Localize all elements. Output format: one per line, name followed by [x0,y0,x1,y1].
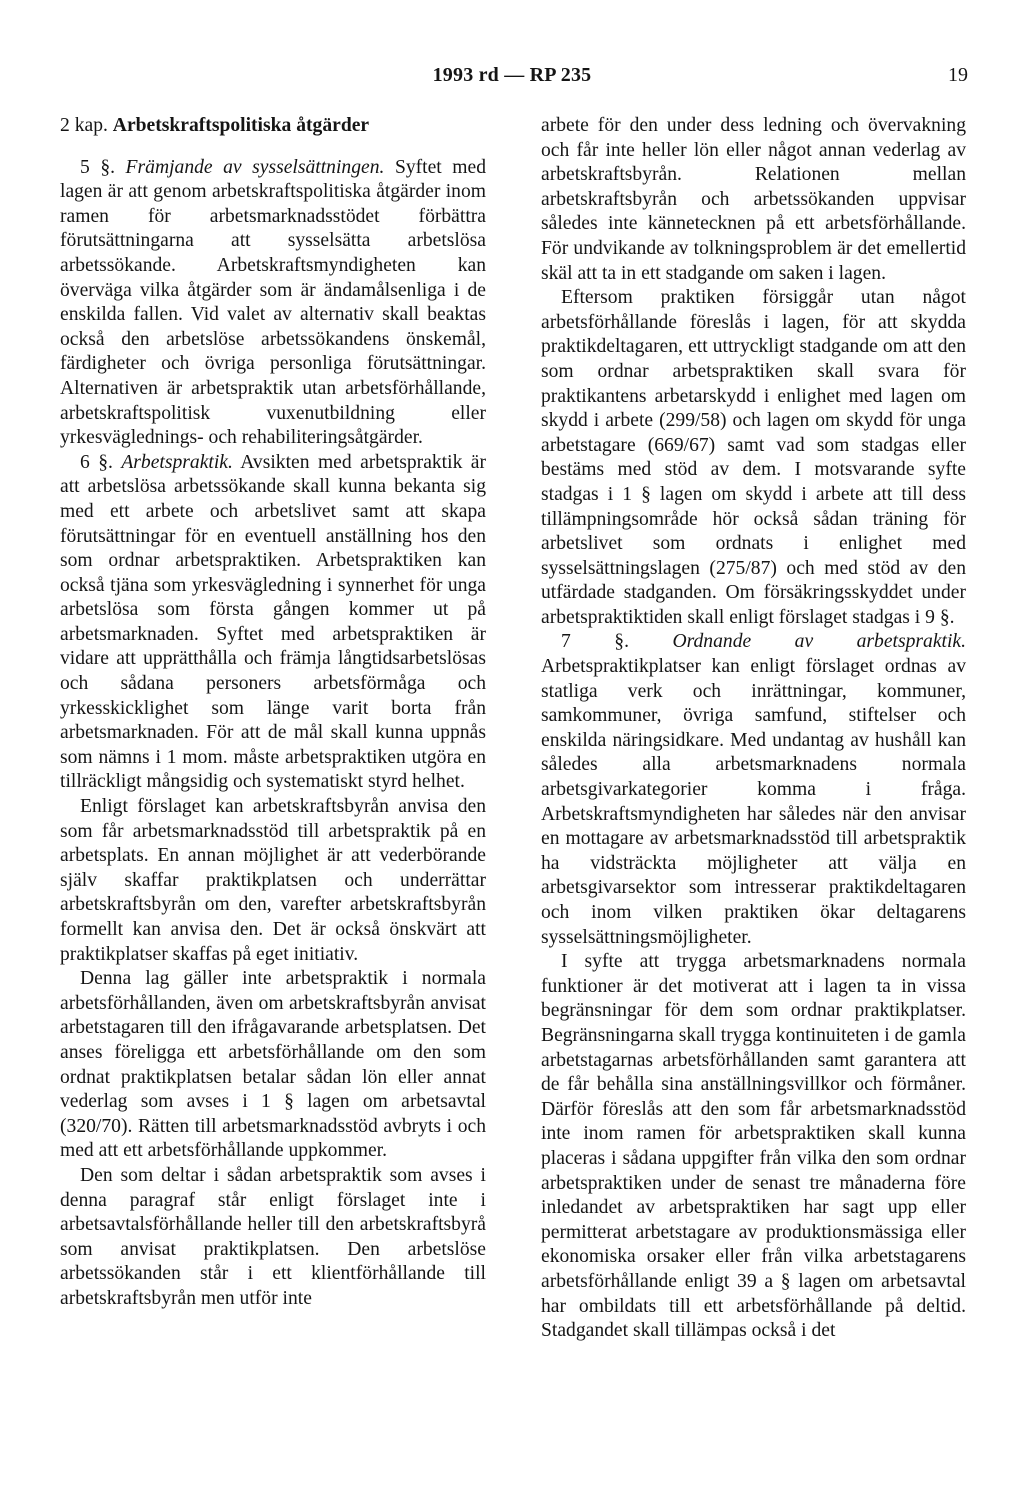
section-body: Arbetspraktikplatser kan enligt förslaget ordnas av statliga verk och inrättningar, kommuner, samkommuner, övriga samfund, stiftelser och enskilda näringsidkare. Med undantag av hushåll kan således alla arbetsmarknadens normala arbetsgivarkategorier komma i fråga. Arbetskraftsmyndigheten har således när den anvisar en mottagare av arbetsmarknadsstöd till arbetspraktik ha vidsträckta möjligheter att välja en arbetsgivarsektor som intresserar praktikdeltagaren och inom vilken praktiken ökar deltagarens sysselsättningsmöjligheter. [541,656,966,948]
section-body: Avsikten med arbetspraktik är att arbetslösa arbetssökande skall kunna bekanta sig med ett arbete och arbetslivet samt att skapa förutsättningar för en eventuell anställning hos den som ordnar arbetspraktiken. Arbetspraktiken kan också tjäna som yrkesvägledning i synnerhet för unga arbetslösa som första gången kommer ut på arbetsmarknaden. Syftet med arbetspraktiken är vidare att upprätthålla och främja långtidsarbetslösas och sådana personers arbetsförmåga och yrkesskicklighet som länge varit borta från arbetsmarknaden. För att de mål skall kunna uppnås som nämns i 1 mom. måste arbetspraktiken utgöra en tillräckligt mångsidig och systematiskt styrd helhet. [60,451,487,793]
chapter-heading [60,114,486,139]
page-number: 19 [948,64,968,86]
body-paragraph: Den som deltar i sådan arbetspraktik som avses i denna paragraf står enligt förslaget inte i arbetsavtalsförhållande heller till den arbetskraftsbyrå som anvisat praktikplatsen. Den arbetslöse arbetssökanden står i ett klientförhållande till arbetskraftsbyrån men utför inte [60,1164,486,1309]
chapter-title: Arbetskraftspolitiska åtgärder [112,115,370,136]
paragraph-6-section [60,451,486,795]
body-paragraph: Denna lag gäller inte arbetspraktik i normala arbetsförhållanden, även om arbetskraftsbyrån anvisat arbetstagaren till den ifrågavarande arbetsplatsen. Det anses föreligga ett arbetsförhållande om den som ordnat praktikplatsen betalar sådan lön eller annat vederlag som avses i 1 § lagen om arbetsavtal (320/70). Rätten till arbetsmarknadsstöd avbryts i och med att ett arbetsförhållande uppkommer. [60,968,486,1162]
paragraph-7-section [541,630,966,950]
section-title: Arbetspraktik. [121,451,233,473]
right-column [541,114,966,1344]
left-column [60,114,486,1312]
section-body: Syftet med lagen är att genom arbetskraftspolitiska åtgärder inom ramen för arbetsmarknadsstödet förbättra förutsättningarna att sysselsätta arbetslösa arbetssökande. Arbetskraftsmyndigheten kan överväga vilka åtgärder som är ändamålsenliga i de enskilda fallen. Vid valet av alternativ skall beaktas också den arbetslöse arbetssökandens önskemål, färdigheter och övriga personliga förutsättningar. Alternativen är arbetspraktik utan arbetsförhållande, arbetskraftspolitisk vuxenutbildning eller yrkesväglednings- och rehabiliteringsåtgärder. [60,156,486,449]
chapter-number: 2 kap. [60,115,108,136]
running-title: 1993 rd — RP 235 [432,64,592,86]
continued-paragraph: arbete för den under dess ledning och övervakning och får inte heller lön eller något annan vederlag av arbetskraftsbyrån. Relationen mellan arbetskraftsbyrån och arbetssökanden uppvisar således inte kännetecknen på ett arbetsförhållande. För undvikande av tolkningsproblem är det emellertid skäl att ta in ett stadgande om saken i lagen. [541,115,966,284]
body-paragraph: Enligt förslaget kan arbetskraftsbyrån anvisa den som får arbetsmarknadsstöd till arbetspraktik på en arbetsplats. En annan möjlighet är att vederbörande själv skaffar praktikplatsen och underrättar arbetskraftsbyrån om den, varefter arbetskraftsbyrån formellt kan anvisa den. Det är också önskvärt att praktikplatser skaffas på eget initiativ. [60,796,486,965]
section-title: Ordnande av arbetspraktik. [672,631,967,653]
section-title: Främjande av sysselsättningen. [125,156,385,178]
body-paragraph: I syfte att trygga arbetsmarknadens normala funktioner är det motiverat att i lagen ta in vissa begränsningar för dem som ordnar praktikplatser. Begränsningarna skall trygga kontinuiteten i de gamla arbetstagarnas arbetsförhållanden samt garantera att de får behålla sina anställningsvillkor och förmåner. Därför föreslås att den som får arbetsmarknadsstöd inte inom ramen för arbetspraktiken skall kunna placeras i sådana uppgifter från vilka den som ordnar arbetspraktiken under de senast tre månaderna före inledandet av arbetspraktiken har sagt upp eller permitterat arbetstagare av produktionsmässiga eller ekonomiska orsaker eller från vilka arbetstagarens arbetsförhållande enligt 39 a § lagen om arbetsavtal har ombildats till ett arbetsförhållande på deltid. Stadgandet skall tillämpas också i det [541,951,966,1342]
paragraph-5-section [60,156,486,451]
section-number: 7 §. [561,631,629,653]
body-paragraph: Eftersom praktiken försiggår utan något arbetsförhållande föreslås i lagen, för att skydda praktikdeltagaren, ett uttryckligt stadgande om att den som ordnar arbetspraktiken skall svara för praktikantens arbetarskydd i enlighet med lagen om skydd i arbete (299/58) och lagen om skydd för unga arbetstagare (669/67) samt vad som stadgas eller bestäms med stöd av dem. I motsvarande syfte stadgas i 1 § lagen om skydd i arbete att till dess tillämpningsområde hör också sådan träning för arbetslivet som ordnats i enlighet med sysselsättningslagen (275/87) och med stöd av den utfärdade stadganden. Om försäkringsskyddet under arbetspraktiktiden skall enligt förslaget stadgas i 9 §. [541,287,966,628]
section-number: 5 §. [80,156,116,178]
page-header [0,64,1024,88]
section-number: 6 §. [80,451,113,473]
